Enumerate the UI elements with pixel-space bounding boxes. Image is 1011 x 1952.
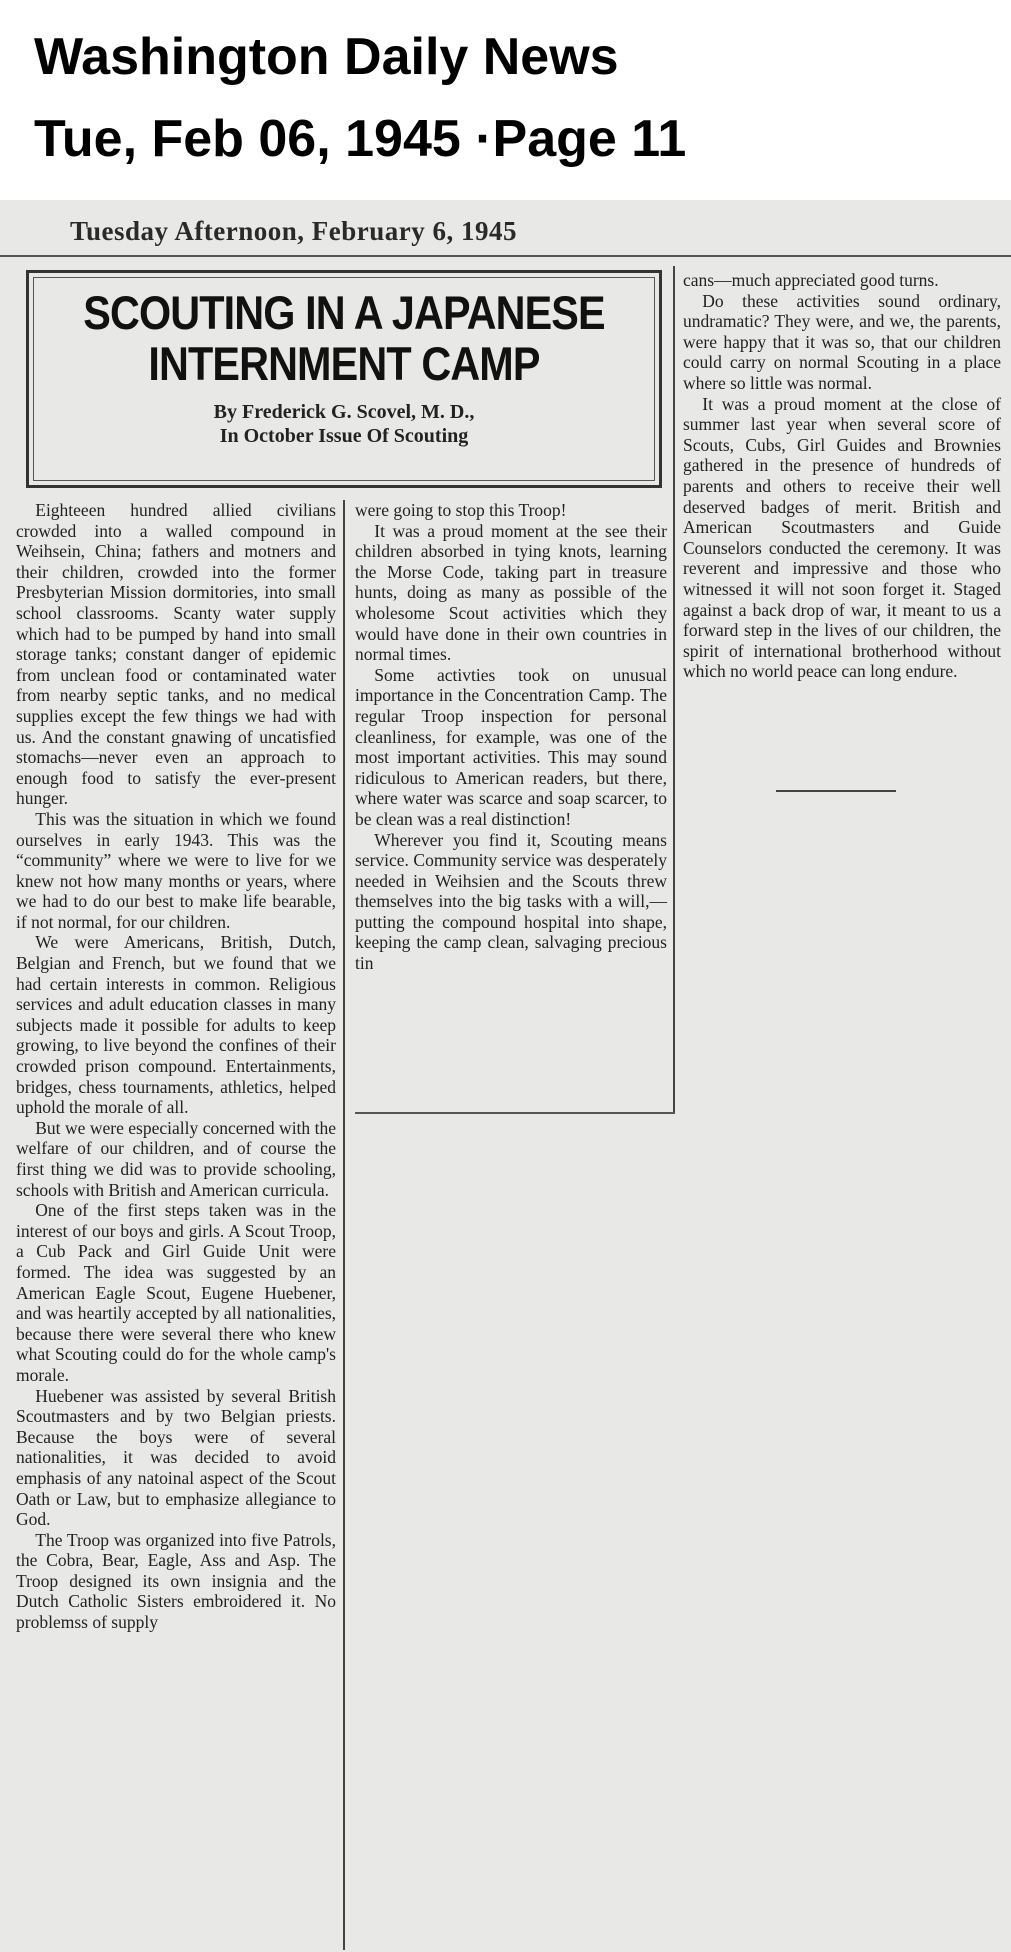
article-column-1 (16, 500, 336, 1633)
byline (34, 400, 654, 448)
paragraph: Do these activities sound ordinary, undramatic? They were, and we, the parents, were happy that it was so, that our children could carry on normal Scouting in a place where so little was normal. (683, 290, 1001, 393)
paragraph: One of the first steps taken was in the interest of our boys and girls. A Scout Troop, a Cub Pack and Girl Guide Unit were formed. The idea was suggested by an American Eagle Scout, Eugene Huebener, and was heartily accepted by all nationalities, because there were several there who knew what Scouting could do for the whole camp's morale. (16, 1200, 336, 1385)
publication-date-page: Tue, Feb 06, 1945 ·Page 11 (34, 110, 687, 168)
headline-box (26, 270, 662, 488)
headline (71, 288, 617, 390)
paragraph: Eighteeen hundred allied civilians crowded into a walled compound in Weihsein, China; fathers and motners and their children, crowded into the former Presbyterian Mission dormitories, into small school classrooms. Scanty water supply which had to be pumped by hand into small storage tanks; constant danger of epidemic from unclean food or contaminated water from nearby septic tanks, and no medical supplies except the few things we had with us. And the constant gnawing of uncatisfied stomachs—never even an approach to enough food to satisfy the ever-present hunger. (16, 500, 336, 809)
column-2-end-rule (355, 1112, 675, 1114)
headline-line-2: INTERNMENT CAMP (148, 336, 540, 390)
paragraph: This was the situation in which we found ourselves in early 1943. This was the “community” where we were to live for we knew not how many months or years, where we had to do our best to make life bearable, if not normal, for our children. (16, 808, 336, 932)
article-column-3 (683, 270, 1001, 682)
byline-author: By Frederick G. Scovel, M. D., (213, 400, 475, 423)
paragraph: We were Americans, British, Dutch, Belgian and French, but we found that we had certain interests in common. Religious services and adult education classes in many subjects made it possible for adults to keep growing, to live beyond the confines of their crowded prison compound. Entertainments, bridges, chess tournaments, athletics, helped uphold the morale of all. (16, 932, 336, 1118)
newspaper-clipping (0, 200, 1011, 1952)
column-divider-2 (673, 266, 675, 1112)
article-end-rule (776, 790, 896, 792)
paragraph: But we were especially concerned with the welfare of our children, and of course the first thing we did was to provide schooling, schools with British and American curricula. (16, 1117, 336, 1200)
paragraph: It was a proud moment at the see their children absorbed in tying knots, learning the Morse Code, taking part in treasure hunts, doing as many as possible of the wholesome Scout activities which they would have done in their own countries in normal times. (355, 520, 667, 665)
paragraph: Wherever you find it, Scouting means service. Community service was desperately needed in Weihsien and the Scouts threw themselves into the big tasks with a will,—putting the compound hospital into shape, keeping the camp clean, salvaging precious tin (355, 829, 667, 974)
byline-source: In October Issue Of Scouting (219, 424, 469, 447)
paragraph: were going to stop this Troop! (355, 500, 567, 520)
top-rule (0, 255, 1011, 257)
paragraph: It was a proud moment at the close of summer last year when several score of Scouts, Cubs, Girl Guides and Brownies gathered in the presence of hundreds of parents and others to receive their well deserved badges of merit. British and American Scoutmasters and Guide Counselors conducted the ceremony. It was reverent and impressive and those who witnessed it will not soon forget it. Staged against a back drop of war, it meant to us a forward step in the lives of our children, the spirit of international brotherhood without which no world peace can long endure. (683, 393, 1001, 682)
column-divider-1 (343, 500, 345, 1950)
paragraph: Some activties took on unusual importance in the Concentration Camp. The regular Troop inspection for personal cleanliness, for example, was one of the most important activities. This may sound ridiculous to American readers, but there, where water was scarce and soap scarcer, to be clean was a real distinction! (355, 664, 667, 829)
article-column-2 (355, 500, 667, 974)
headline-line-1: SCOUTING IN A JAPANESE (83, 286, 605, 339)
paragraph: Huebener was assisted by several British Scoutmasters and by two Belgian priests. Because the boys were of several nationalities, it was decided to avoid emphasis of any natoinal aspect of the Scout Oath or Law, but to emphasize allegiance to God. (16, 1385, 336, 1530)
publication-title: Washington Daily News (34, 28, 619, 86)
dateline: Tuesday Afternoon, February 6, 1945 (70, 216, 518, 246)
paragraph: The Troop was organized into five Patrols, the Cobra, Bear, Eagle, Ass and Asp. The Troop designed its own insignia and the Dutch Catholic Sisters embroidered it. No problemss of supply (16, 1529, 336, 1633)
paragraph: cans—much appreciated good turns. (683, 270, 939, 290)
